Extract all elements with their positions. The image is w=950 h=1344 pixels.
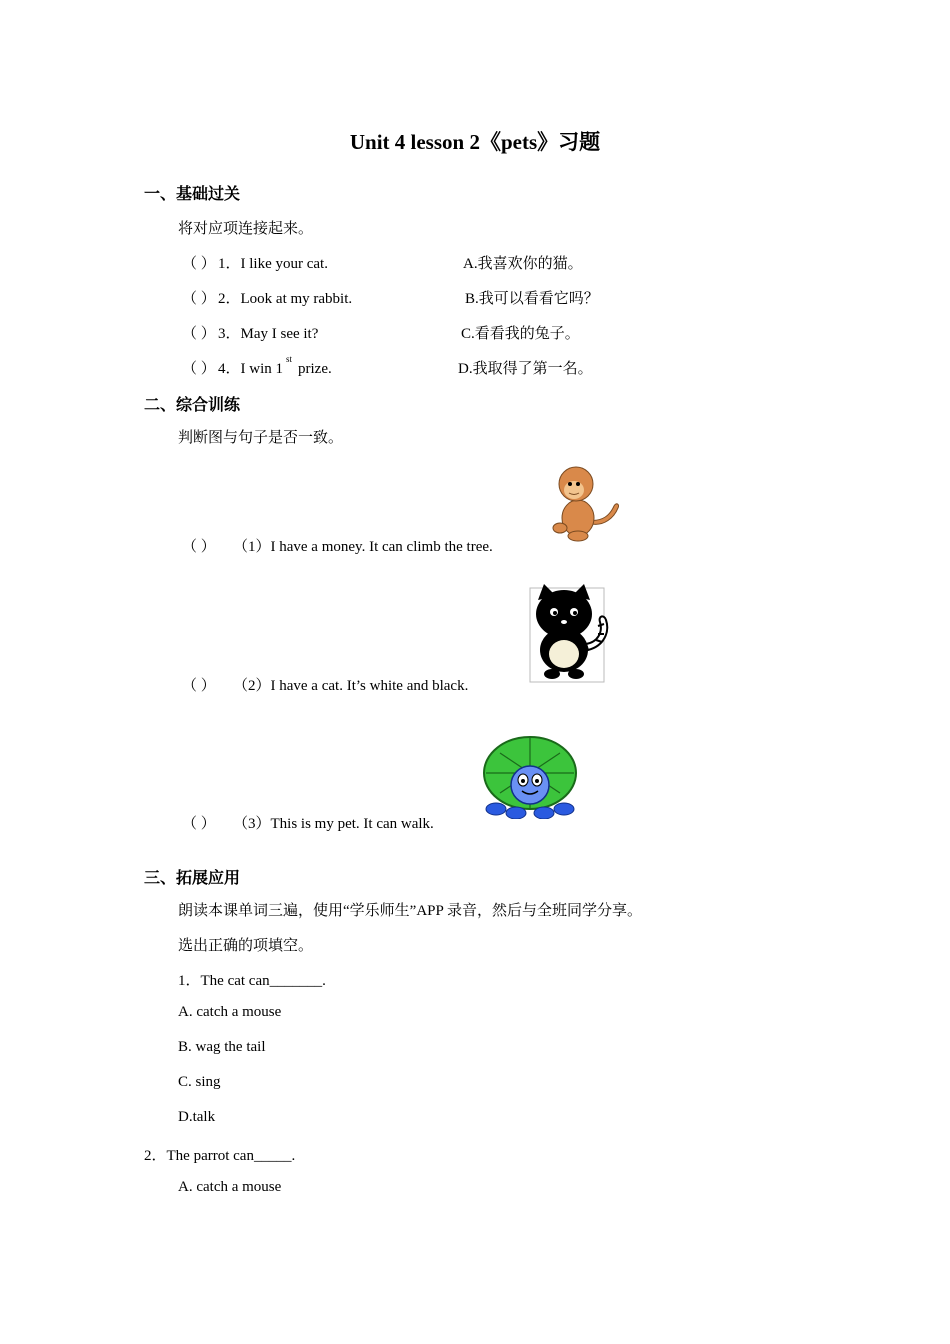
- page-title: Unit 4 lesson 2《pets》习题: [349, 130, 601, 154]
- match-left-item: 2．Look at my rabbit.: [218, 291, 353, 307]
- section2-instruction: 判断图与句子是否一致。: [178, 430, 344, 446]
- option-a: A. catch a mouse: [178, 1179, 282, 1195]
- match-right-item: A.我喜欢你的猫。: [463, 256, 583, 272]
- judge-sentence: （1）I have a money. It can climb the tree.: [233, 539, 493, 555]
- match-right-item: C.看看我的兔子。: [461, 326, 580, 342]
- section2-heading: 二、综合训练: [144, 397, 241, 414]
- section1-instruction: 将对应项连接起来。: [178, 221, 314, 237]
- question-stem: 2．The parrot can_____.: [144, 1148, 296, 1164]
- match-right-item: D.我取得了第一名。: [458, 361, 593, 377]
- section1-heading: 一、基础过关: [144, 186, 241, 203]
- section3-heading: 三、拓展应用: [144, 870, 241, 887]
- section3-subinstruction: 选出正确的项填空。: [178, 938, 314, 954]
- match-left-item: 3．May I see it?: [218, 326, 319, 342]
- judge-blank[interactable]: （ ）: [182, 816, 216, 832]
- match-left-text: 4．I win 1: [218, 361, 283, 377]
- judge-sentence: （3）This is my pet. It can walk.: [233, 816, 434, 832]
- judge-sentence: （2）I have a cat. It’s white and black.: [233, 678, 469, 694]
- judge-blank[interactable]: （ ）: [182, 678, 216, 694]
- match-left-text-end: prize.: [298, 361, 332, 377]
- option-a: A. catch a mouse: [178, 1004, 282, 1020]
- cat-illustration: [518, 580, 614, 684]
- monkey-illustration: [548, 460, 622, 542]
- match-blank[interactable]: （ ）: [182, 291, 216, 307]
- judge-blank[interactable]: （ ）: [182, 539, 216, 555]
- match-left-item: [218, 354, 332, 378]
- match-right-item: B.我可以看看它吗？: [465, 291, 599, 307]
- match-blank[interactable]: （ ）: [182, 326, 216, 342]
- match-blank[interactable]: （ ）: [182, 256, 216, 272]
- section3-instruction: 朗读本课单词三遍，使用“学乐师生”APP 录音，然后与全班同学分享。: [178, 903, 643, 919]
- option-c: C. sing: [178, 1074, 221, 1090]
- question-stem: 1．The cat can_______.: [178, 973, 326, 989]
- option-b: B. wag the tail: [178, 1039, 266, 1055]
- turtle-illustration: [480, 733, 580, 819]
- option-d: D.talk: [178, 1109, 216, 1125]
- ordinal-superscript: st: [286, 354, 293, 364]
- match-left-item: 1．I like your cat.: [218, 256, 328, 272]
- match-blank[interactable]: （ ）: [182, 361, 216, 377]
